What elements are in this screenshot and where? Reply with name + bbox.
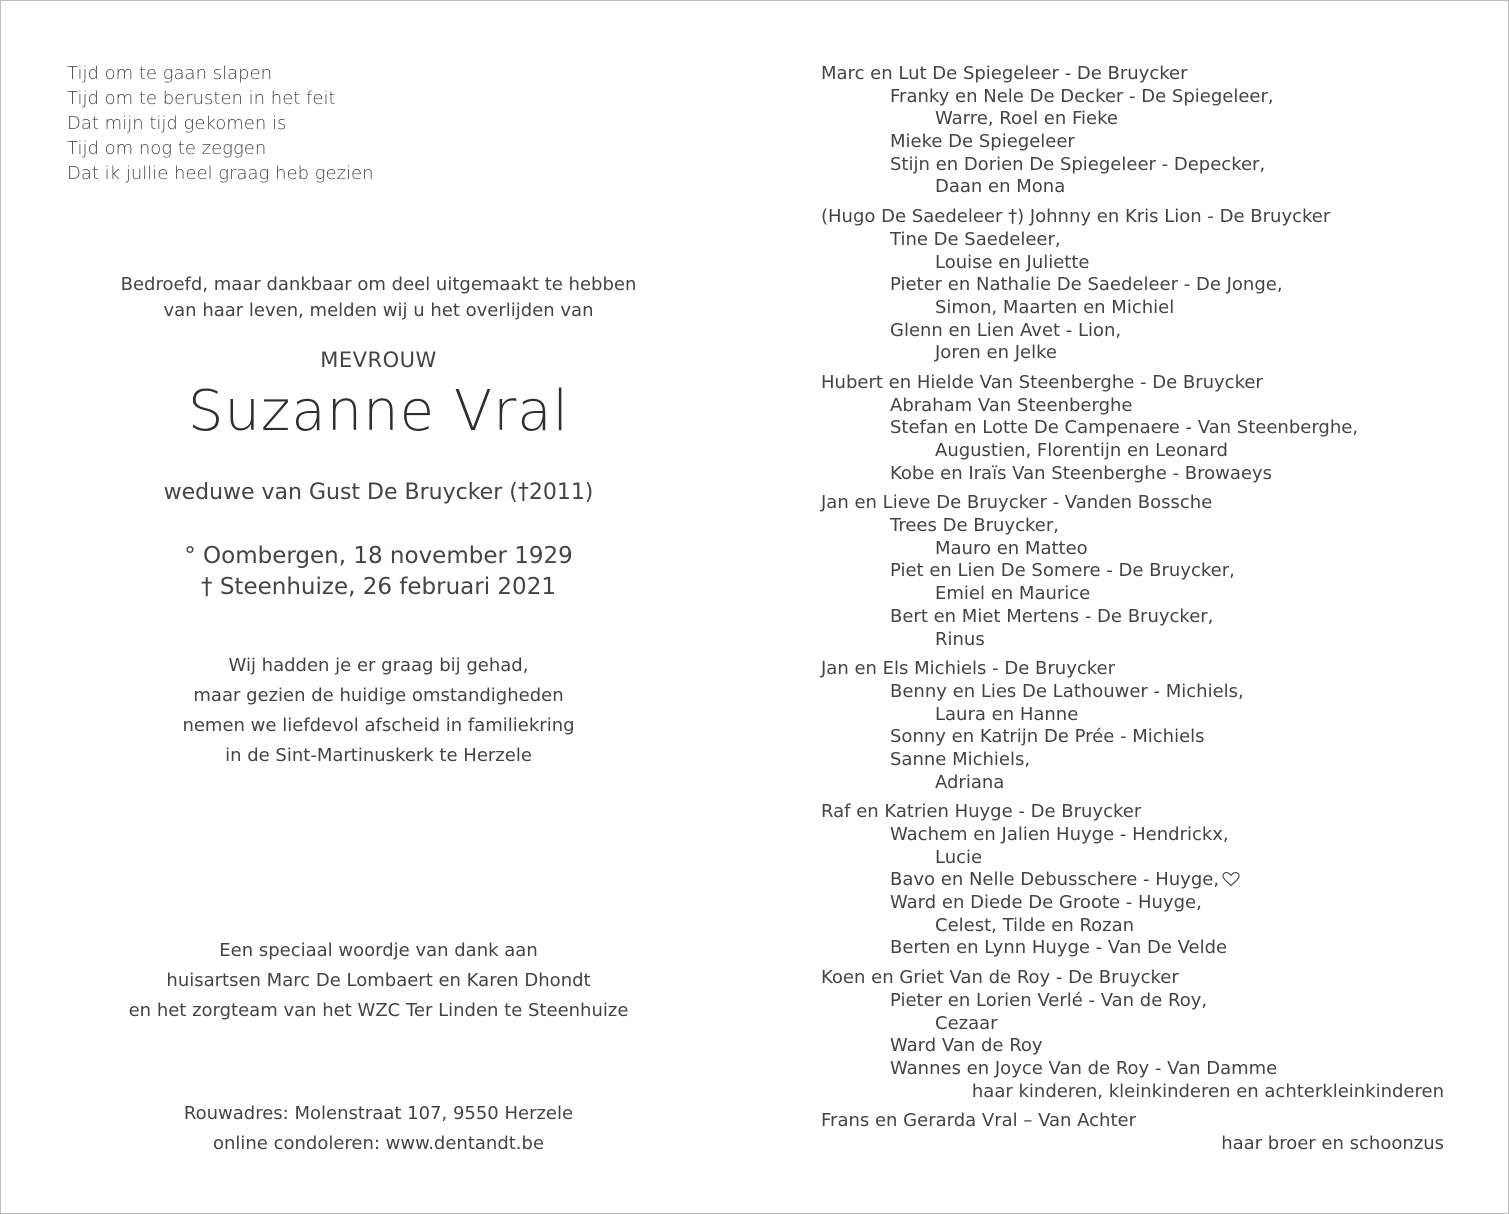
family-member-line	[821, 297, 1486, 320]
thanks-line: en het zorgteam van het WZC Ter Linden te Steenhuize	[128, 1000, 629, 1021]
family-line-text: Pieter en Lorien Verlé - Van de Roy,	[890, 989, 1208, 1011]
address-line: Rouwadres: Molenstraat 107, 9550 Herzele	[183, 1103, 574, 1124]
family-member-line	[821, 86, 1486, 109]
family-member-line	[821, 440, 1486, 463]
widow-line: weduwe van Gust De Bruycker (†2011)	[163, 480, 594, 505]
relation-caption	[821, 1081, 1486, 1104]
family-member-line	[821, 560, 1486, 583]
family-line-text: Mieke De Spiegeleer	[890, 131, 1075, 153]
family-line-text: Louise en Juliette	[935, 251, 1090, 273]
announcement-intro	[1, 272, 756, 324]
family-member-line	[821, 395, 1486, 418]
family-member-line	[821, 108, 1486, 131]
right-page	[756, 1, 1508, 1213]
family-list	[821, 63, 1486, 1163]
family-member-line	[821, 967, 1486, 990]
family-line-text: Bert en Miet Mertens - De Bruycker,	[890, 605, 1214, 627]
family-member-line	[821, 801, 1486, 824]
left-page	[1, 1, 756, 1213]
farewell-text	[1, 651, 756, 771]
farewell-line: in de Sint-Martinuskerk te Herzele	[225, 745, 532, 766]
poem-line: Dat ik jullie heel graag heb gezien	[67, 163, 374, 184]
farewell-line: nemen we liefdevol afscheid in familiekring	[182, 715, 575, 736]
family-line-text: haar kinderen, kleinkinderen en achterkleinkinderen	[971, 1080, 1444, 1102]
family-member-line	[821, 515, 1486, 538]
family-line-text: Celest, Tilde en Rozan	[935, 914, 1135, 936]
poem-line: Tijd om nog te zeggen	[67, 138, 267, 159]
family-line-text: Simon, Maarten en Michiel	[935, 296, 1175, 318]
family-line-text: Abraham Van Steenberghe	[890, 394, 1133, 416]
family-member-line	[821, 372, 1486, 395]
farewell-line: maar gezien de huidige omstandigheden	[193, 685, 564, 706]
family-member-line	[821, 463, 1486, 486]
family-line-text: Marc en Lut De Spiegeleer - De Bruycker	[821, 63, 1188, 84]
family-member-line	[821, 154, 1486, 177]
family-line-text: Bavo en Nelle Debusschere - Huyge,	[890, 869, 1220, 891]
mourning-address	[1, 1099, 756, 1159]
family-group	[821, 63, 1486, 199]
family-group	[821, 967, 1486, 1103]
family-line-text: haar broer en schoonzus	[1221, 1132, 1444, 1154]
family-line-text: Daan en Mona	[935, 176, 1066, 198]
family-line-text: Berten en Lynn Huyge - Van De Velde	[890, 937, 1228, 959]
family-member-line	[821, 847, 1486, 870]
family-member-line	[821, 538, 1486, 561]
family-line-text: Pieter en Nathalie De Saedeleer - De Jonge,	[890, 274, 1283, 296]
family-line-text: Frans en Gerarda Vral – Van Achter	[821, 1110, 1136, 1132]
thanks-text	[1, 936, 756, 1026]
family-member-line	[821, 990, 1486, 1013]
family-member-line	[821, 131, 1486, 154]
family-member-line	[821, 320, 1486, 343]
family-line-text: Rinus	[935, 628, 985, 650]
intro-line: Bedroefd, maar dankbaar om deel uitgemaakt te hebben	[120, 274, 637, 295]
family-member-line	[821, 206, 1486, 229]
poem-line: Dat mijn tijd gekomen is	[67, 113, 287, 134]
thanks-line: Een speciaal woordje van dank aan	[219, 940, 538, 961]
family-member-line	[821, 749, 1486, 772]
family-line-text: Raf en Katrien Huyge - De Bruycker	[821, 801, 1142, 823]
family-member-line	[821, 726, 1486, 749]
family-member-line	[821, 772, 1486, 795]
family-group	[821, 801, 1486, 960]
death-line: † Steenhuize, 26 februari 2021	[201, 574, 556, 600]
title-prefix: MEVROUW	[320, 348, 437, 372]
family-member-line	[821, 492, 1486, 515]
family-member-line	[821, 274, 1486, 297]
thanks-line: huisartsen Marc De Lombaert en Karen Dhondt	[166, 970, 591, 991]
family-member-line	[821, 252, 1486, 275]
relation-caption	[821, 1133, 1486, 1156]
family-member-line	[821, 629, 1486, 652]
family-group	[821, 658, 1486, 794]
family-member-line	[821, 342, 1486, 365]
family-line-text: Kobe en Iraïs Van Steenberghe - Browaeys	[890, 462, 1272, 484]
family-line-text: Wannes en Joyce Van de Roy - Van Damme	[890, 1057, 1278, 1079]
family-group	[821, 206, 1486, 365]
family-line-text: Lucie	[935, 846, 983, 868]
family-line-text: Koen en Griet Van de Roy - De Bruycker	[821, 967, 1179, 989]
family-member-line	[821, 1058, 1486, 1081]
poem	[67, 61, 374, 186]
family-line-text: Tine De Saedeleer,	[890, 228, 1061, 250]
family-line-text: Augustien, Florentijn en Leonard	[935, 440, 1228, 461]
family-line-text: Stijn en Dorien De Spiegeleer - Depecker,	[890, 153, 1266, 175]
family-member-line	[821, 63, 1486, 86]
birth-line: ° Oombergen, 18 november 1929	[184, 543, 573, 569]
poem-line: Tijd om te gaan slapen	[67, 63, 273, 84]
family-member-line	[821, 915, 1486, 938]
poem-line: Tijd om te berusten in het feit	[67, 88, 336, 109]
family-line-text: Glenn en Lien Avet - Lion,	[890, 319, 1122, 341]
life-dates	[1, 541, 756, 603]
family-group	[821, 1110, 1486, 1155]
family-line-text: Franky en Nele De Decker - De Spiegeleer,	[890, 85, 1274, 107]
family-group	[821, 372, 1486, 485]
family-line-text: Trees De Bruycker,	[890, 515, 1059, 537]
family-line-text: Wachem en Jalien Huyge - Hendrickx,	[890, 824, 1229, 845]
family-line-text: Hubert en Hielde Van Steenberghe - De Bruycker	[821, 371, 1263, 393]
intro-line: van haar leven, melden wij u het overlijden van	[163, 300, 594, 321]
family-member-line	[821, 869, 1486, 892]
family-member-line	[821, 1035, 1486, 1058]
deceased-name: Suzanne Vral	[187, 379, 570, 444]
family-line-text: Stefan en Lotte De Campenaere - Van Steenberghe,	[890, 417, 1359, 439]
family-line-text: Sanne Michiels,	[890, 748, 1031, 770]
family-line-text: Ward Van de Roy	[890, 1035, 1043, 1057]
family-line-text: Adriana	[935, 771, 1005, 793]
family-line-text: Piet en Lien De Somere - De Bruycker,	[890, 560, 1235, 582]
family-member-line	[821, 583, 1486, 606]
family-member-line	[821, 1110, 1486, 1133]
family-line-text: Warre, Roel en Fieke	[935, 108, 1118, 130]
family-member-line	[821, 704, 1486, 727]
family-line-text: Laura en Hanne	[935, 703, 1079, 725]
family-member-line	[821, 658, 1486, 681]
family-member-line	[821, 1013, 1486, 1036]
family-line-text: Emiel en Maurice	[935, 583, 1091, 605]
family-line-text: Benny en Lies De Lathouwer - Michiels,	[890, 680, 1244, 702]
family-line-text: Jan en Lieve De Bruycker - Vanden Bossche	[821, 492, 1213, 514]
family-member-line	[821, 417, 1486, 440]
family-group	[821, 492, 1486, 651]
family-line-text: Jan en Els Michiels - De Bruycker	[821, 658, 1115, 680]
family-member-line	[821, 606, 1486, 629]
family-line-text: (Hugo De Saedeleer †) Johnny en Kris Lion - De Bruycker	[821, 206, 1331, 228]
heart-outline-icon	[1221, 871, 1241, 887]
farewell-line: Wij hadden je er graag bij gehad,	[228, 655, 529, 676]
family-member-line	[821, 892, 1486, 915]
family-line-text: Ward en Diede De Groote - Huyge,	[890, 892, 1202, 914]
family-member-line	[821, 824, 1486, 847]
family-line-text: Mauro en Matteo	[935, 537, 1088, 559]
family-member-line	[821, 229, 1486, 252]
family-member-line	[821, 176, 1486, 199]
family-line-text: Sonny en Katrijn De Prée - Michiels	[890, 726, 1205, 748]
family-line-text: Joren en Jelke	[935, 342, 1057, 364]
family-member-line	[821, 681, 1486, 704]
family-member-line	[821, 937, 1486, 960]
family-line-text: Cezaar	[935, 1012, 998, 1034]
condolence-line: online condoleren: www.dentandt.be	[212, 1133, 545, 1154]
